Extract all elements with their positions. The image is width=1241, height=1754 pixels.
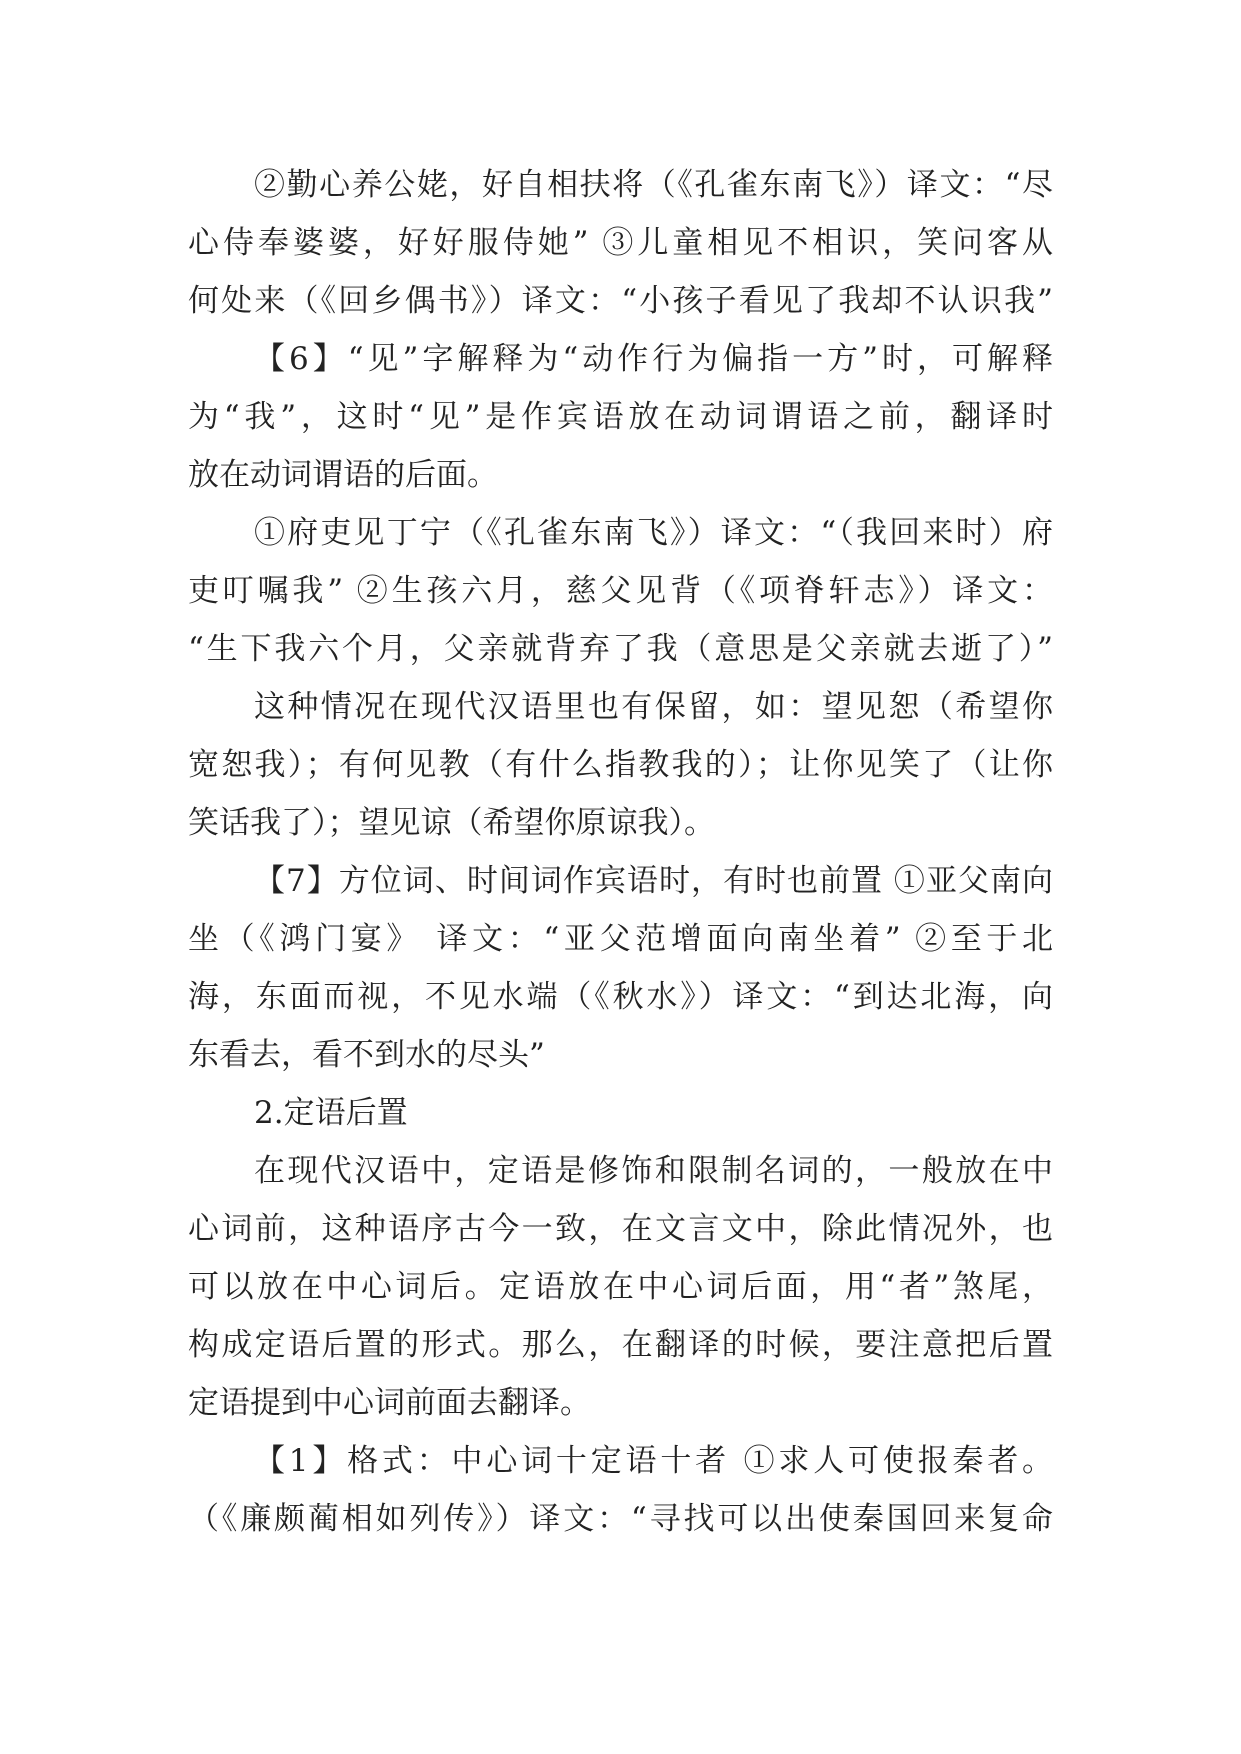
text-line: 这种情况在现代汉语里也有保留，如：望见恕（希望你 (254, 689, 1053, 725)
text-line: 【7】方位词、时间词作宾语时，有时也前置 ①亚父南向 (254, 863, 1053, 899)
text-line: 在现代汉语中，定语是修饰和限制名词的，一般放在中 (254, 1153, 1053, 1189)
text-line: ②勤心养公姥，好自相扶将（《孔雀东南飞》）译文：“尽 (254, 167, 1053, 203)
text-line: 构成定语后置的形式。那么，在翻译的时候，要注意把后置 (188, 1327, 1053, 1363)
text-line: 心侍奉婆婆，好好服侍她” ③儿童相见不相识，笑问客从 (188, 225, 1053, 261)
text-line: （《廉颇蔺相如列传》）译文：“寻找可以出使秦国回来复命 (188, 1501, 1053, 1537)
text-line: 可以放在中心词后。定语放在中心词后面，用“者”煞尾， (188, 1269, 1053, 1305)
text-line: 定语提到中心词前面去翻译。 (188, 1385, 591, 1421)
text-line: 何处来（《回乡偶书》）译文：“小孩子看见了我却不认识我” (188, 283, 1053, 319)
text-line: 海，东面而视，不见水端（《秋水》）译文：“到达北海，向 (188, 979, 1053, 1015)
text-line: 东看去，看不到水的尽头” (188, 1037, 545, 1073)
text-line: ①府吏见丁宁（《孔雀东南飞》）译文：“（我回来时）府 (254, 515, 1053, 551)
text-line: 笑话我了）；望见谅（希望你原谅我）。 (188, 805, 715, 841)
text-line: 心词前，这种语序古今一致，在文言文中，除此情况外，也 (188, 1211, 1053, 1247)
section-heading: 2.定语后置 (254, 1095, 408, 1131)
text-line: 【6】“见”字解释为“动作行为偏指一方”时，可解释 (254, 341, 1053, 377)
text-line: 宽恕我）；有何见教（有什么指教我的）；让你见笑了（让你 (188, 747, 1053, 783)
text-line: 吏叮嘱我” ②生孩六月，慈父见背（《项脊轩志》）译文： (188, 573, 1053, 609)
text-line: 【1】格式：中心词十定语十者 ①求人可使报秦者。 (254, 1443, 1053, 1479)
text-line: 为“我”，这时“见”是作宾语放在动词谓语之前，翻译时 (188, 399, 1053, 435)
text-line: “生下我六个月，父亲就背弃了我（意思是父亲就去逝了）” (188, 631, 1053, 667)
text-line: 坐（《鸿门宴》 译文：“亚父范增面向南坐着” ②至于北 (188, 921, 1053, 957)
text-line: 放在动词谓语的后面。 (188, 457, 498, 493)
